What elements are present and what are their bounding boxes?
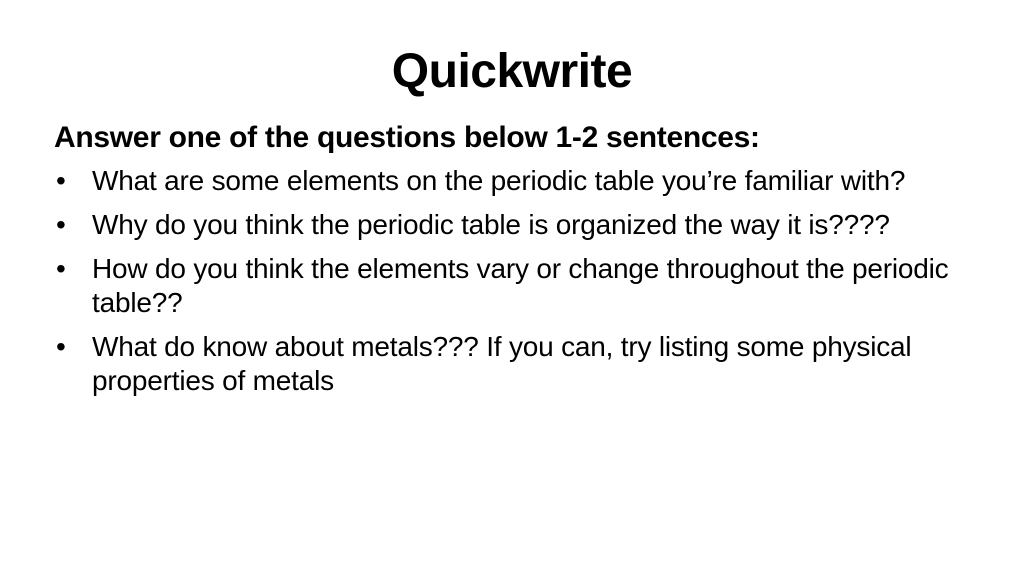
- bullet-icon: •: [56, 331, 66, 362]
- question-item: [54, 208, 974, 242]
- question-item: [54, 164, 974, 198]
- bullet-icon: •: [56, 253, 66, 284]
- slide-content: [54, 118, 974, 408]
- question-text: Why do you think the periodic table is organized the way it is????: [92, 209, 890, 240]
- question-text: How do you think the elements vary or change throughout the periodic table??: [92, 253, 949, 318]
- question-list: [54, 164, 974, 398]
- bullet-icon: •: [56, 165, 66, 196]
- instructions-heading: Answer one of the questions below 1-2 sentences:: [54, 121, 760, 154]
- question-item: [54, 330, 974, 398]
- question-text: What are some elements on the periodic table you’re familiar with?: [92, 165, 906, 196]
- slide-title: Quickwrite: [391, 45, 633, 98]
- question-text: What do know about metals??? If you can, try listing some physical properties of metals: [92, 331, 912, 396]
- bullet-icon: •: [56, 209, 66, 240]
- question-item: [54, 252, 974, 320]
